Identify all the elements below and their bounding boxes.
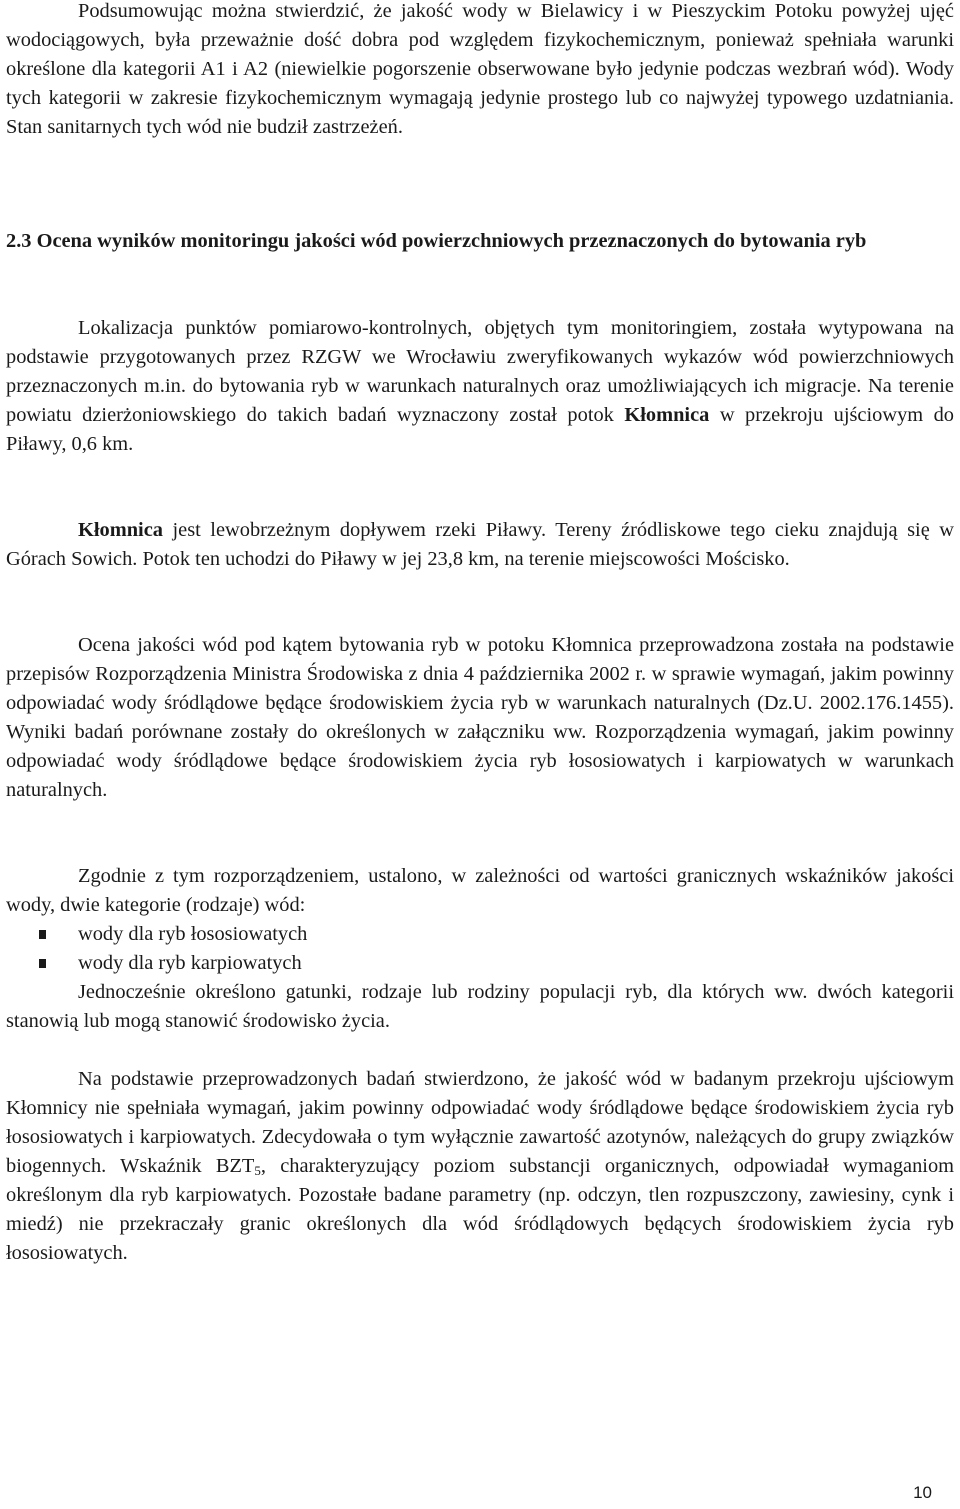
paragraph-location-text-1: Lokalizacja punktów pomiarowo-kontrolnych, objętych tym monitoringiem, została wytypowana na podstawie przygotowanych przez RZGW we Wrocławiu zweryfikowanych wykazów wód powierzchniowych przeznaczonych m.in. do bytowania ryb w warunkach naturalnych oraz umożliwiających ich migracje. Na terenie powiatu dzierżoniowskiego do takich badań wyznaczony został potok bbox=[6, 317, 954, 426]
paragraph-results bbox=[6, 1065, 954, 1268]
paragraph-categories-intro: Zgodnie z tym rozporządzeniem, ustalono, w zależności od wartości granicznych wskaźników jakości wody, dwie kategorie (rodzaje) wód: bbox=[6, 865, 954, 916]
paragraph-location-text-2: w przekroju ujściowym do Piławy, 0,6 km. bbox=[6, 404, 954, 455]
list-item-text: wody dla ryb łososiowatych bbox=[78, 923, 308, 945]
category-list bbox=[6, 920, 954, 978]
square-bullet-icon bbox=[39, 959, 46, 968]
paragraph-river-description bbox=[6, 516, 954, 574]
paragraph-species: Jednocześnie określono gatunki, rodzaje lub rodziny populacji ryb, dla których ww. dwóch kategorii stanowią lub mogą stanowić środowisko życia. bbox=[6, 981, 954, 1032]
list-item-text: wody dla ryb karpiowatych bbox=[78, 952, 302, 974]
subscript-5: 5 bbox=[254, 1163, 261, 1178]
section-heading: 2.3 Ocena wyników monitoringu jakości wód powierzchniowych przeznaczonych do bytowania ryb bbox=[6, 230, 867, 252]
paragraph-river-text: jest lewobrzeżnym dopływem rzeki Piławy. Tereny źródliskowe tego cieku znajdują się w Górach Sowich. Potok ten uchodzi do Piławy w jej 23,8 km, na terenie miejscowości Mościsko. bbox=[6, 519, 954, 570]
paragraph-results-text-2: , charakteryzujący poziom substancji organicznych, odpowiadał wymaganiom określonym dla ryb karpiowatych. Pozostałe badane parametry (np. odczyn, tlen rozpuszczony, zawiesiny, cynk i miedź) nie przekraczały granic określonych dla wód śródlądowych będących środowiskiem życia ryb łososiowatych. bbox=[6, 1155, 954, 1264]
paragraph-summary: Podsumowując można stwierdzić, że jakość wody w Bielawicy i w Pieszyckim Potoku powyżej ujęć wodociągowych, była przeważnie dość dobra pod względem fizykochemicznym, ponieważ spełniała warunki określone dla kategorii A1 i A2 (niewielkie pogorszenie obserwowane było jedynie podczas wezbrań wód). Wody tych kategorii w zakresie fizykochemicznym wymagają jedynie prostego lub co najwyżej typowego uzdatniania. Stan sanitarnych tych wód nie budził zastrzeżeń. bbox=[6, 0, 954, 138]
river-name-bold: Kłomnica bbox=[78, 519, 163, 541]
page-number: 10 bbox=[913, 1483, 932, 1502]
list-item bbox=[6, 920, 954, 949]
river-name-bold: Kłomnica bbox=[624, 404, 710, 426]
list-item bbox=[6, 949, 954, 978]
paragraph-results-text-1: Na podstawie przeprowadzonych badań stwierdzono, że jakość wód w badanym przekroju ujściowym Kłomnicy nie spełniała wymagań, jakim powinny odpowiadać wody śródlądowe będące środowiskiem życia ryb łososiowatych i karpiowatych. Zdecydowała o tym wyłącznie zawartość azotynów, należących do grupy związków biogennych. Wskaźnik BZT bbox=[6, 1068, 954, 1177]
paragraph-location bbox=[6, 314, 954, 459]
paragraph-assessment-basis: Ocena jakości wód pod kątem bytowania ryb w potoku Kłomnica przeprowadzona została na podstawie przepisów Rozporządzenia Ministra Środowiska z dnia 4 października 2002 r. w sprawie wymagań, jakim powinny odpowiadać wody śródlądowe będące środowiskiem życia ryb w warunkach naturalnych (Dz.U. 2002.176.1455). Wyniki badań porównane zostały do określonych w załączniku ww. Rozporządzenia wymagań, jakim powinny odpowiadać wody śródlądowe będące środowiskiem życia ryb łososiowatych i karpiowatych w warunkach naturalnych. bbox=[6, 634, 954, 801]
square-bullet-icon bbox=[39, 930, 46, 939]
